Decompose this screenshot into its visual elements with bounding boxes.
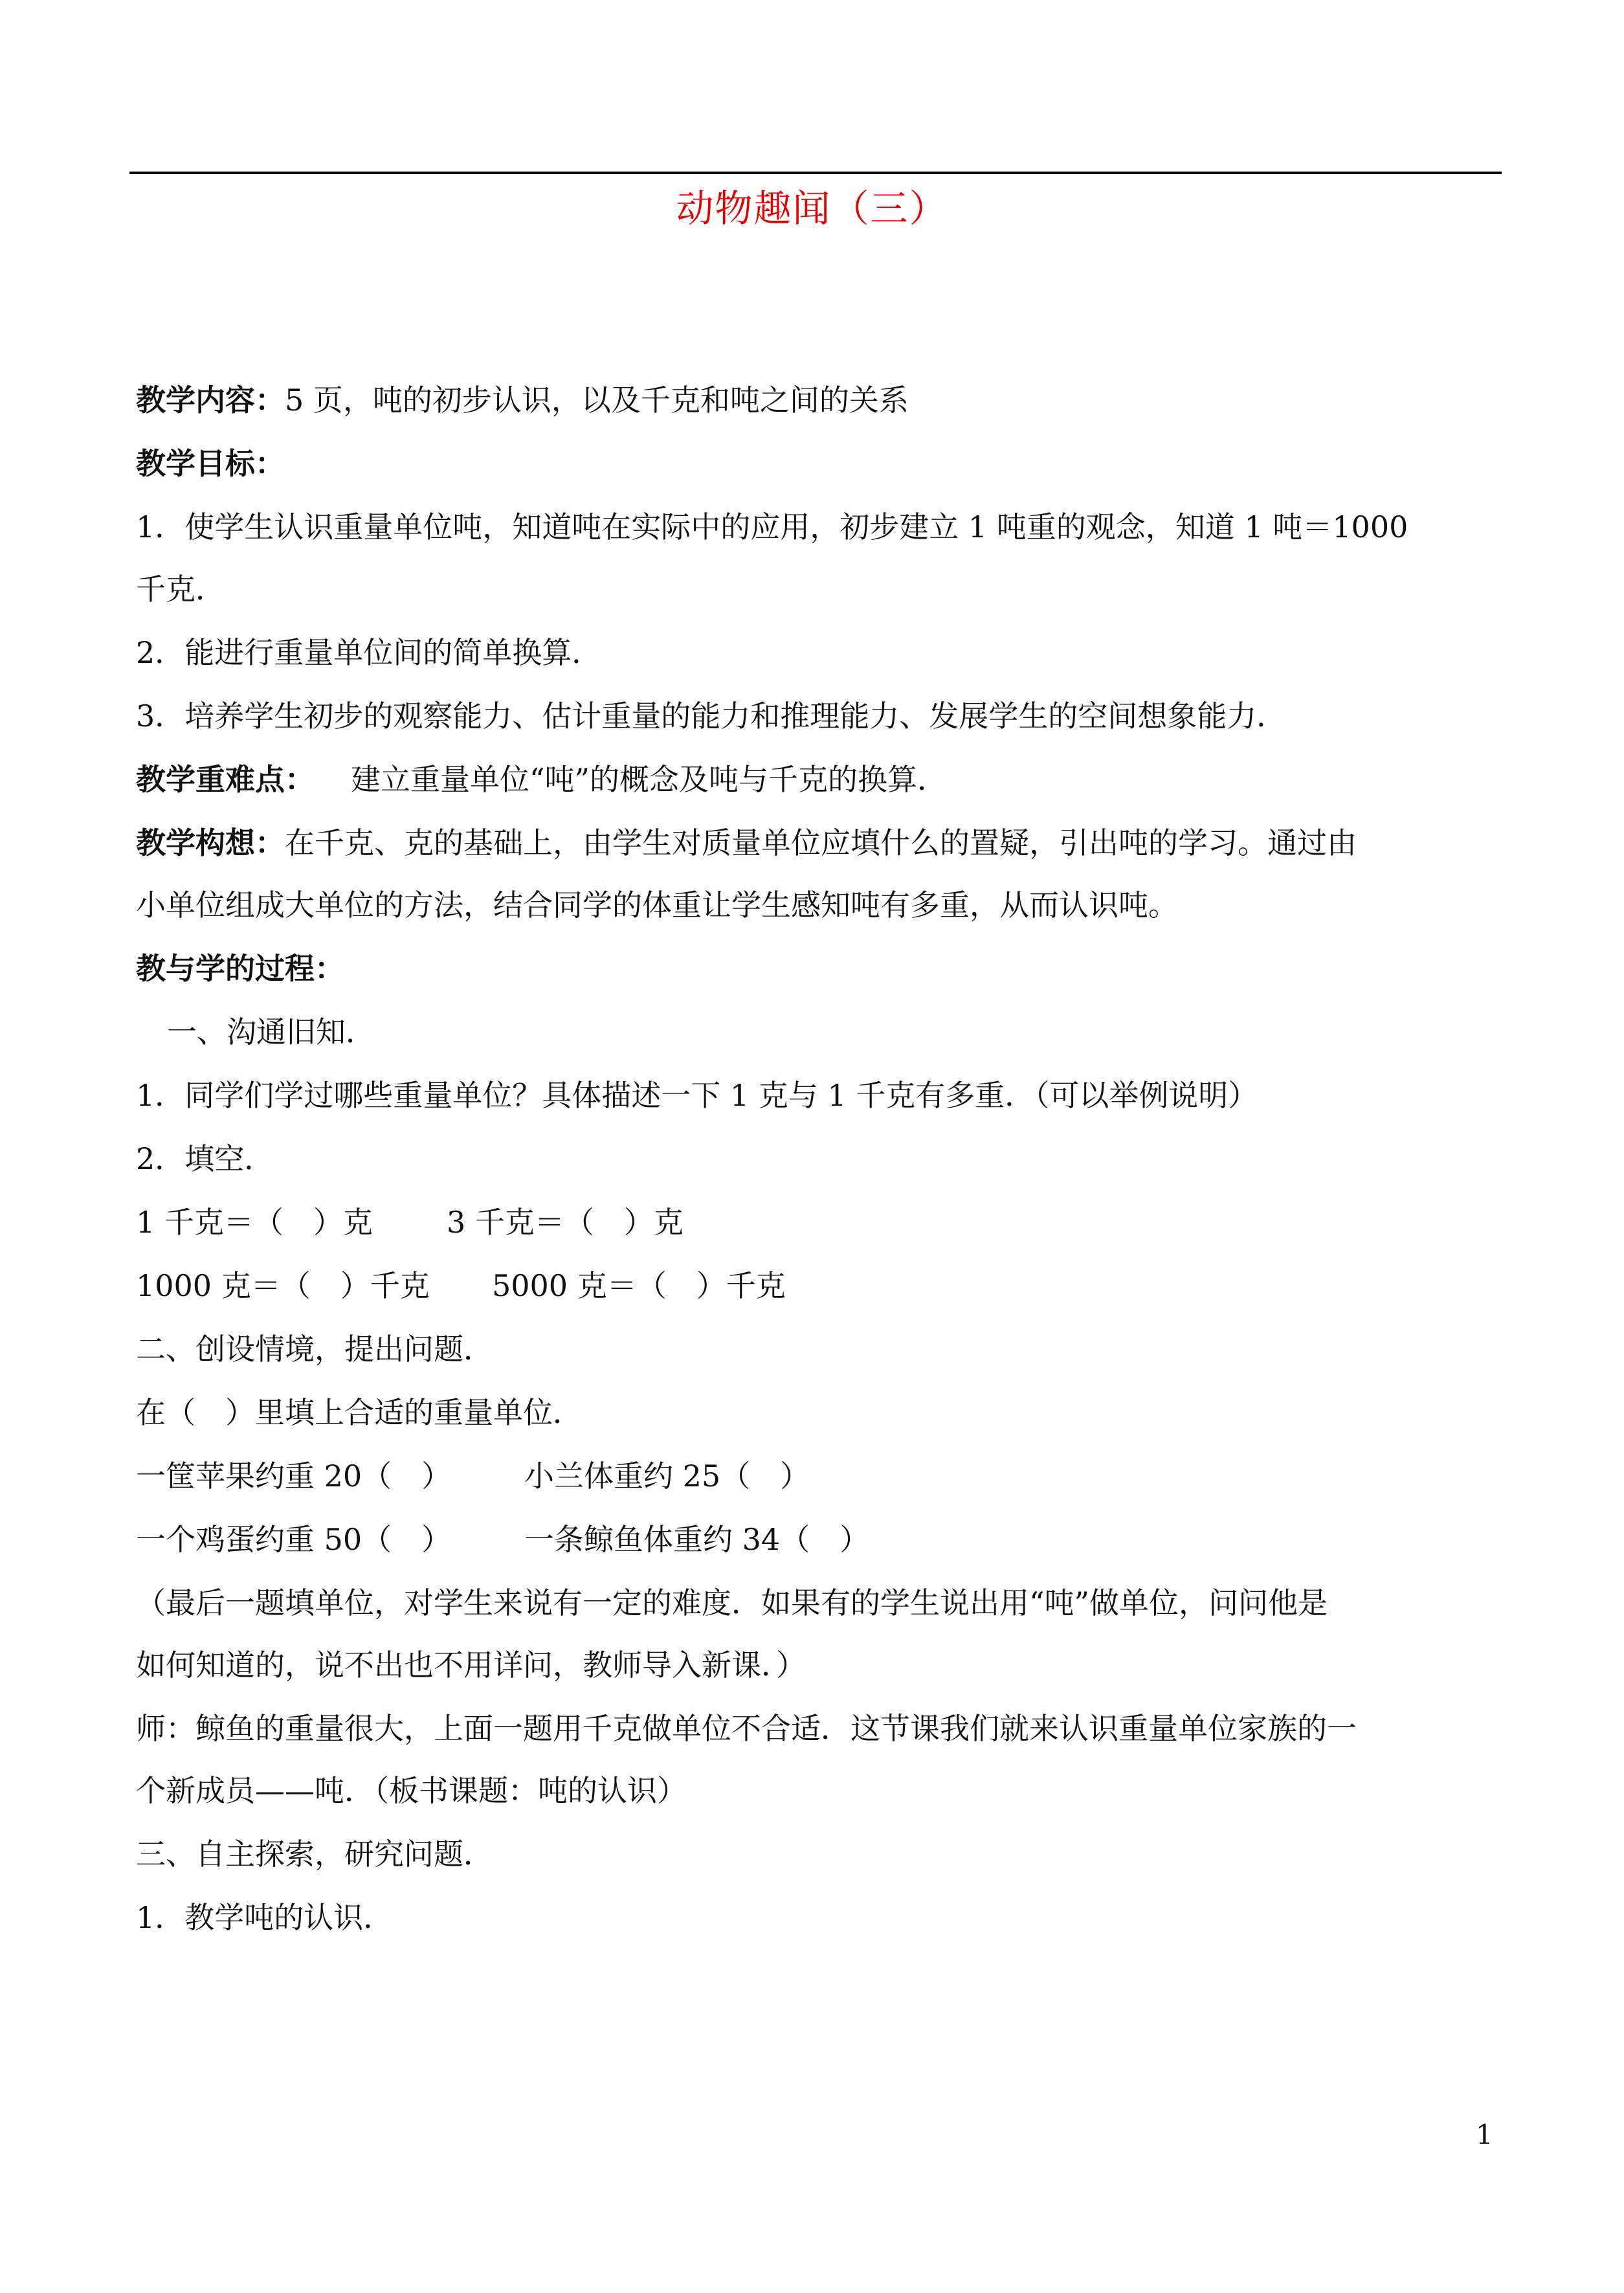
- page-title: 动物趣闻（三）: [676, 186, 948, 230]
- page-number: 1: [1476, 2119, 1493, 2151]
- teaching-content-line: [136, 381, 1502, 419]
- goal-item-2: 2．能进行重量单位间的简单换算．: [136, 635, 602, 670]
- section-1-question-1: 1．同学们学过哪些重量单位？具体描述一下 1 克与 1 千克有多重．（可以举例说明）: [136, 1078, 1258, 1113]
- goal-item-3: 3．培养学生初步的观察能力、估计重量的能力和推理能力、发展学生的空间想象能力．: [136, 699, 1287, 733]
- fill-item: 1 千克＝（ ）克: [136, 1205, 373, 1240]
- difficulty-line: [136, 760, 1502, 799]
- concept-label: 教学构想：: [136, 825, 285, 860]
- fill-item: 5000 克＝（ ）千克: [492, 1268, 786, 1303]
- section-1-heading: 一、沟通旧知．: [167, 1014, 375, 1049]
- section-2-heading: 二、创设情境，提出问题．: [136, 1332, 493, 1367]
- unit-item: 一筐苹果约重 20（ ）: [136, 1459, 452, 1493]
- process-label: 教与学的过程：: [136, 951, 344, 986]
- teacher-line-2: 个新成员——吨．（板书课题：吨的认识）: [136, 1773, 687, 1808]
- unit-item: 小兰体重约 25（ ）: [524, 1459, 810, 1493]
- fill-row-b: [136, 1266, 1502, 1305]
- fill-item: 1000 克＝（ ）千克: [136, 1268, 430, 1303]
- unit-row-b: [136, 1520, 1502, 1559]
- difficulty-label: 教学重难点：: [136, 762, 315, 797]
- section-3-item-1: 1．教学吨的认识．: [136, 1900, 394, 1935]
- section-2-prompt: 在（ ）里填上合适的重量单位．: [136, 1395, 583, 1430]
- section-3-heading: 三、自主探索，研究问题．: [136, 1837, 493, 1872]
- difficulty-text: 建立重量单位“吨”的概念及吨与千克的换算．: [351, 762, 948, 797]
- section-1-question-2: 2．填空．: [136, 1141, 274, 1176]
- unit-row-a: [136, 1457, 1502, 1495]
- note-line-2: 如何知道的，说不出也不用详问，教师导入新课．）: [136, 1648, 806, 1683]
- concept-line-2: 小单位组成大单位的方法，结合同学的体重让学生感知吨有多重，从而认识吨。: [136, 888, 1178, 923]
- note-line-1: （最后一题填单位，对学生来说有一定的难度．如果有的学生说出用“吨”做单位，问问他是: [136, 1585, 1328, 1620]
- header-rule: [129, 172, 1502, 174]
- goal-item-1-line-1: 1．使学生认识重量单位吨，知道吨在实际中的应用，初步建立 1 吨重的观念，知道 1 吨＝1000: [136, 509, 1408, 544]
- teaching-content-text: 5 页，吨的初步认识，以及千克和吨之间的关系: [285, 383, 909, 418]
- concept-line-1: 教学构想：在千克、克的基础上，由学生对质量单位应填什么的置疑，引出吨的学习。通过由: [136, 825, 1357, 860]
- fill-item: 3 千克＝（ ）克: [447, 1205, 684, 1240]
- goal-item-1-line-2: 千克．: [136, 572, 225, 607]
- teaching-content-label: 教学内容：: [136, 383, 285, 418]
- teaching-goals-label: 教学目标：: [136, 446, 285, 481]
- fill-row-a: [136, 1203, 1502, 1242]
- unit-item: 一个鸡蛋约重 50（ ）: [136, 1522, 452, 1557]
- teacher-line-1: 师：鲸鱼的重量很大，上面一题用千克做单位不合适．这节课我们就来认识重量单位家族的一: [136, 1711, 1357, 1746]
- unit-item: 一条鲸鱼体重约 34（ ）: [524, 1522, 870, 1557]
